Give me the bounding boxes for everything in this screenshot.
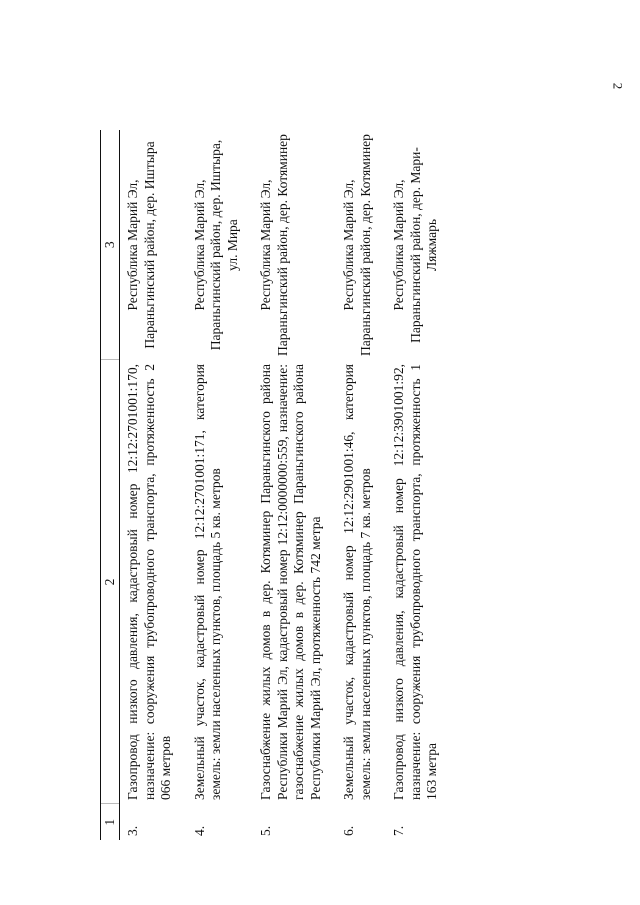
- column-header-number: 1: [101, 804, 120, 840]
- row-description: Земельный участок, кадастровый номер 12:12:2901001:46, категория земель: земли населенных пунктов, площадь 7 кв. метров: [341, 364, 373, 800]
- row-description: Газопровод низкого давления, кадастровый номер 12:12:3901001:92, назначение: сооружения трубопроводного транспорта, протяженность 1 163 метра: [391, 364, 439, 800]
- column-header-description: 2: [101, 360, 120, 804]
- row-location: Республика Марий Эл, Параньгинский район, дер. Иштыра: [125, 141, 157, 349]
- page-number: 2: [609, 82, 625, 90]
- table-row: [336, 130, 386, 840]
- table-row: [386, 130, 453, 840]
- row-number: 3.: [125, 825, 140, 836]
- row-description: Земельный участок, кадастровый номер 12:12:2701001:171, категория земель: земли населенных пунктов, площадь 5 кв. метров: [191, 364, 223, 800]
- property-table: [100, 130, 453, 840]
- row-description: Газоснабжение жилых домов в дер. Котяминер Параньгинского района Республики Марий Эл, кадастровый номер 12:12:0000000:559, назначение: газоснабжение жилых домов в дер. Котяминер Параньгинского района Республики Марий Эл, протяженность 742 метра: [258, 364, 323, 800]
- table-header-row: [101, 130, 120, 840]
- row-location: Республика Марий Эл, Параньгинский район, дер. Котяминер: [258, 134, 290, 356]
- table-row: [253, 130, 336, 840]
- row-number: 6.: [341, 825, 356, 836]
- row-location: Республика Марий Эл, Параньгинский район, дер. Котяминер: [341, 134, 373, 356]
- table-row: [120, 130, 187, 840]
- row-number: 4.: [191, 825, 207, 836]
- property-table-rotated: [100, 130, 490, 840]
- row-location: Республика Марий Эл, Параньгинский район, дер. Иштыра, ул. Мира: [191, 139, 240, 351]
- row-number: 5.: [258, 825, 273, 836]
- row-location: Республика Марий Эл, Параньгинский район, дер. Мари-Ляжмарь: [391, 147, 439, 343]
- table-row: [187, 130, 254, 840]
- row-description: Газопровод низкого давления, кадастровый номер 12:12:2701001:170, назначение: сооружения трубопроводного транспорта, протяженность 2 066 метров: [125, 364, 173, 800]
- row-number: 7.: [391, 825, 406, 836]
- column-header-location: 3: [101, 130, 120, 360]
